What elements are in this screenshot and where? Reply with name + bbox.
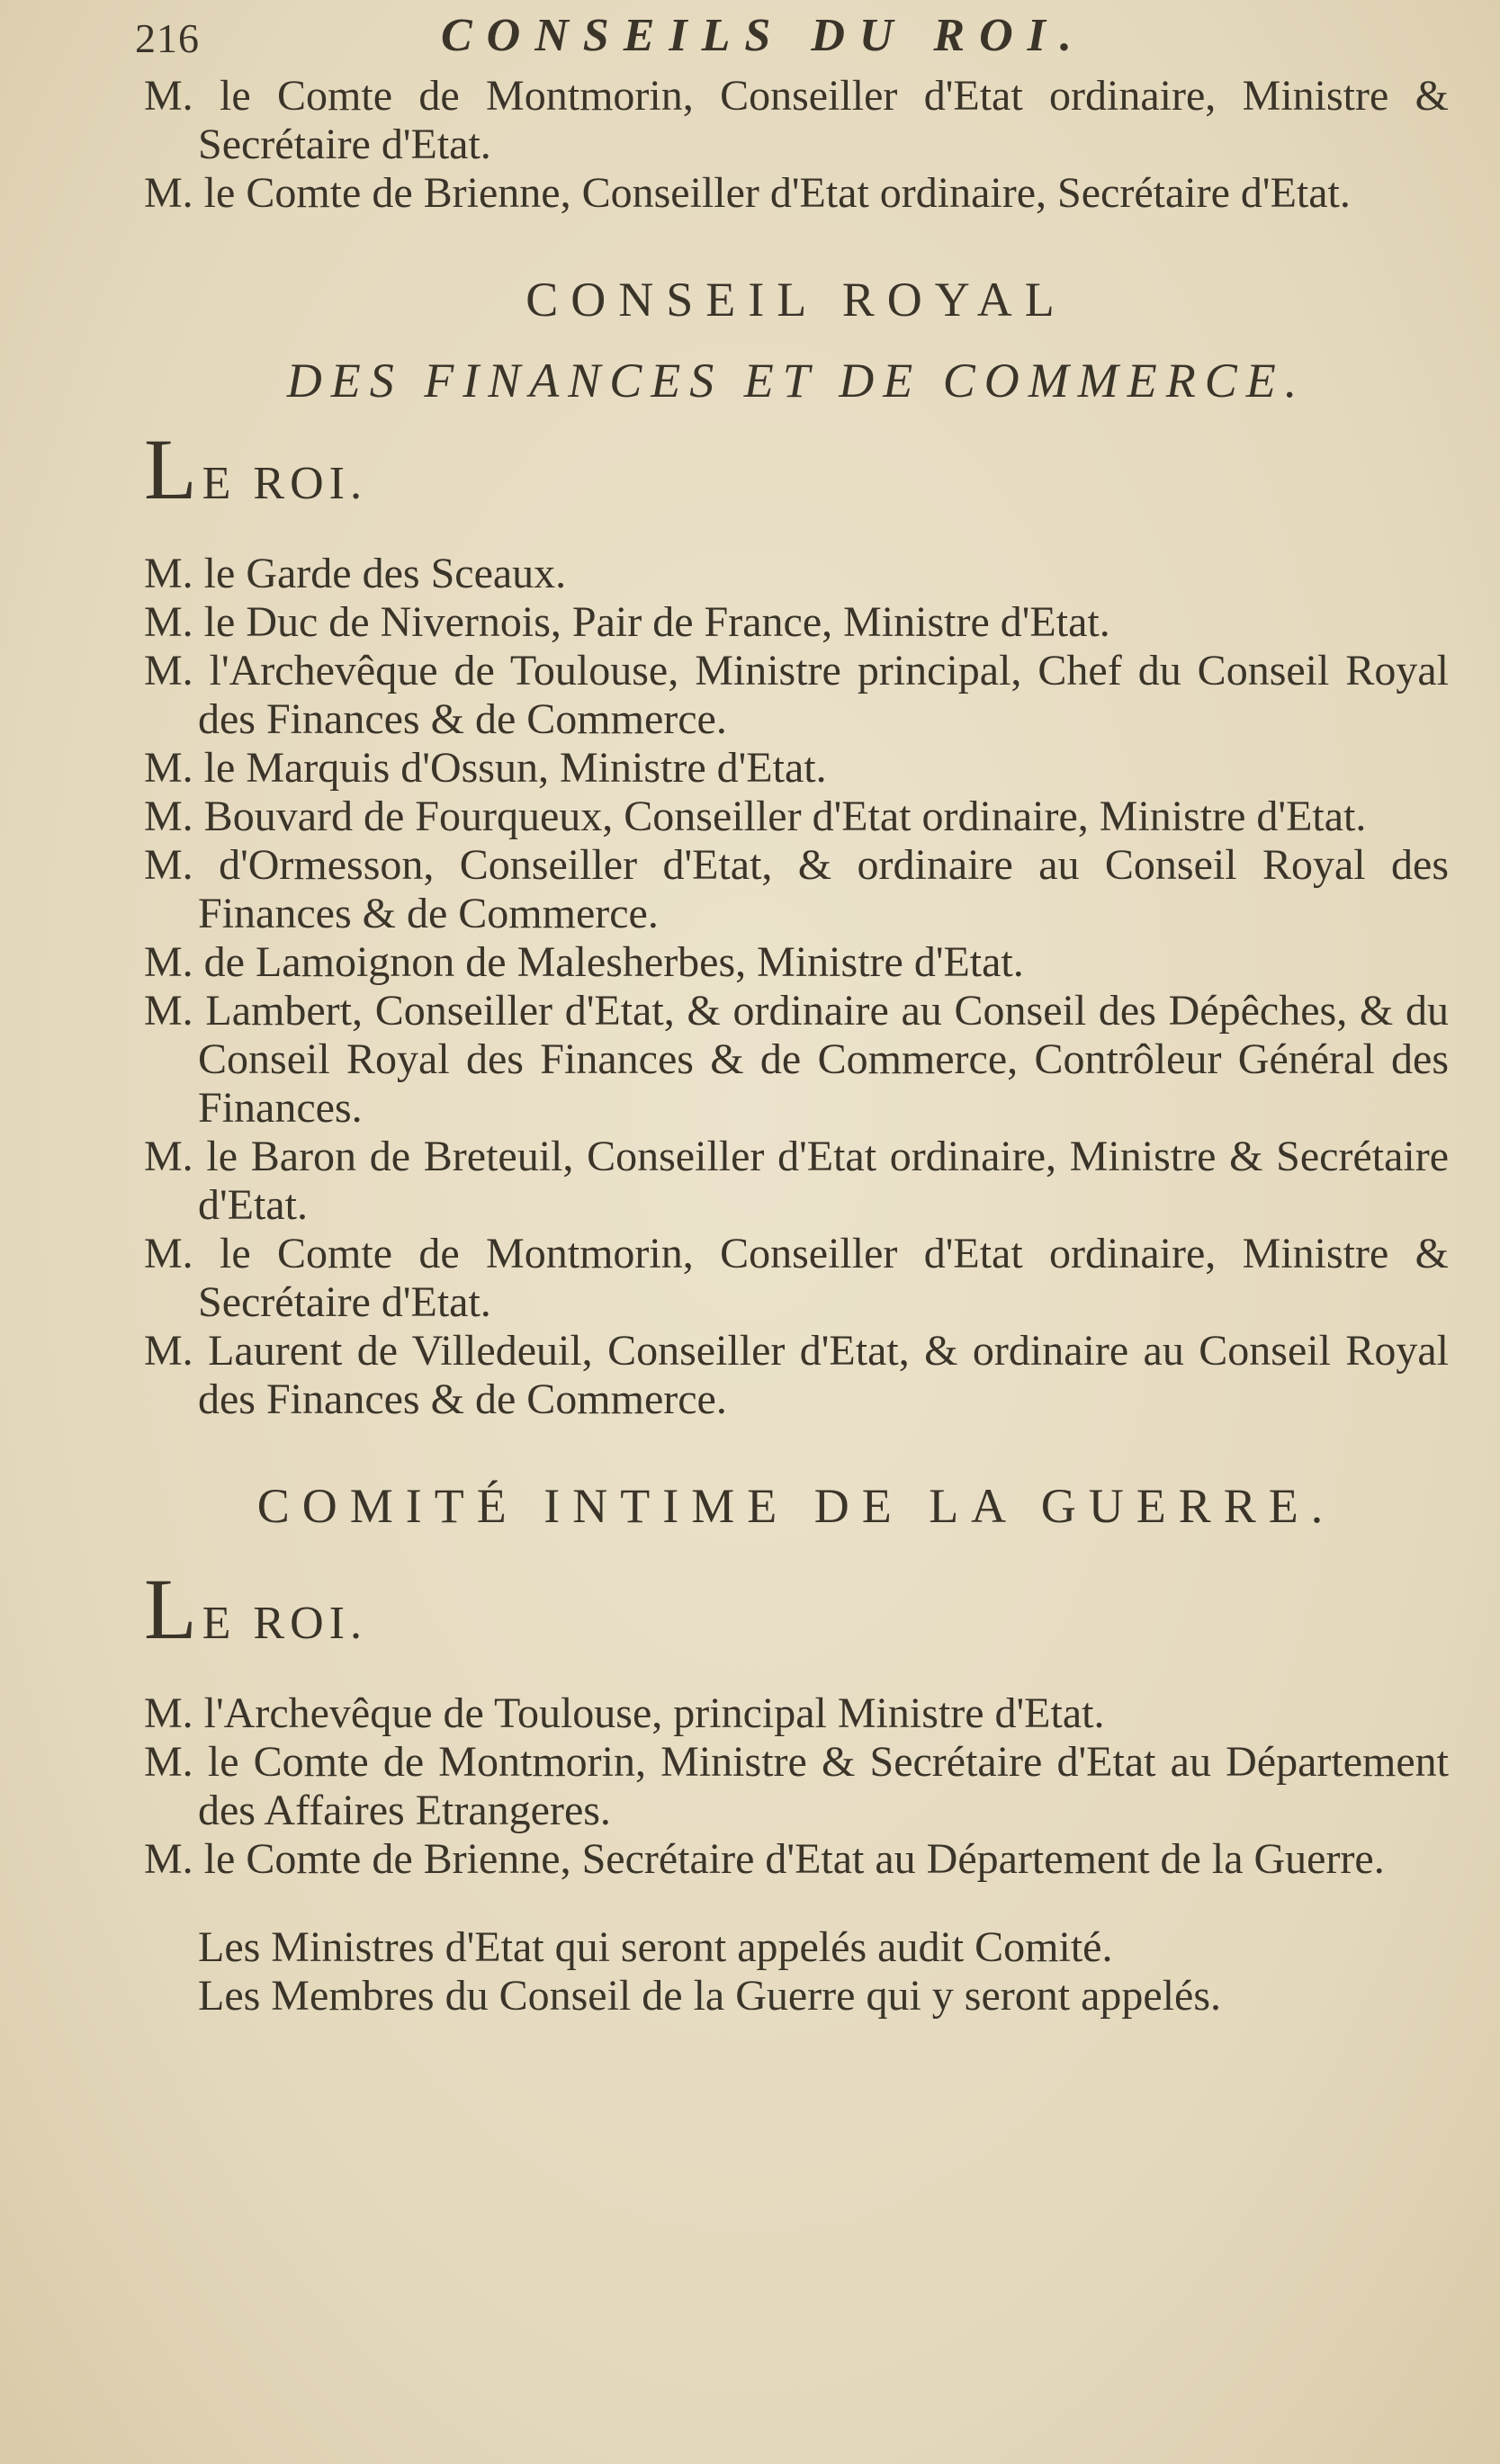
list-item: M. d'Ormesson, Conseiller d'Etat, & ordinaire au Conseil Royal des Finances & de Commerce. bbox=[144, 841, 1449, 937]
running-title: CONSEILS DU ROI. bbox=[441, 10, 1086, 61]
le-roi-initial: L bbox=[144, 421, 202, 517]
running-head bbox=[135, 9, 1197, 72]
section-title-comite: COMITÉ INTIME DE LA GUERRE. bbox=[256, 1479, 1336, 1533]
list-item: M. l'Archevêque de Toulouse, principal Ministre d'Etat. bbox=[144, 1689, 1105, 1737]
list-item: M. Laurent de Villedeuil, Conseiller d'Etat, & ordinaire au Conseil Royal des Finances & de Commerce. bbox=[144, 1327, 1449, 1423]
note-membres: Les Membres du Conseil de la Guerre qui y seront appelés. bbox=[198, 1972, 1222, 2020]
list-item: M. le Marquis d'Ossun, Ministre d'Etat. bbox=[144, 744, 827, 792]
section-subtitle-finances: DES FINANCES ET DE COMMERCE. bbox=[286, 354, 1307, 408]
le-roi-heading-comite bbox=[144, 1561, 1449, 1657]
entry-brienne-top: M. le Comte de Brienne, Conseiller d'Etat ordinaire, Secrétaire d'Etat. bbox=[144, 169, 1351, 217]
le-roi-text: E ROI. bbox=[202, 458, 367, 509]
list-item: M. Bouvard de Fourqueux, Conseiller d'Etat ordinaire, Ministre d'Etat. bbox=[144, 793, 1367, 840]
list-item: M. le Duc de Nivernois, Pair de France, Ministre d'Etat. bbox=[144, 598, 1110, 646]
list-item: M. le Comte de Montmorin, Ministre & Secrétaire d'Etat au Département des Affaires Etrangeres. bbox=[144, 1738, 1449, 1834]
list-item: M. le Baron de Breteuil, Conseiller d'Etat ordinaire, Ministre & Secrétaire d'Etat. bbox=[144, 1133, 1449, 1229]
list-item: M. le Garde des Sceaux. bbox=[144, 550, 567, 597]
note-ministres: Les Ministres d'Etat qui seront appelés audit Comité. bbox=[198, 1923, 1113, 1971]
list-item: M. le Comte de Montmorin, Conseiller d'Etat ordinaire, Ministre & Secrétaire d'Etat. bbox=[144, 1230, 1449, 1326]
list-item: M. le Comte de Brienne, Secrétaire d'Etat au Département de la Guerre. bbox=[144, 1835, 1385, 1883]
list-item: M. l'Archevêque de Toulouse, Ministre principal, Chef du Conseil Royal des Finances & de Commerce. bbox=[144, 647, 1449, 743]
list-item: M. de Lamoignon de Malesherbes, Ministre d'Etat. bbox=[144, 938, 1024, 986]
section-title-conseil-royal: CONSEIL ROYAL bbox=[525, 273, 1067, 327]
le-roi-text: E ROI. bbox=[202, 1598, 367, 1649]
le-roi-initial: L bbox=[144, 1561, 202, 1657]
page-body bbox=[144, 72, 1449, 2020]
le-roi-heading bbox=[144, 421, 1449, 517]
entry-montmorin-top: M. le Comte de Montmorin, Conseiller d'Etat ordinaire, Ministre & Secrétaire d'Etat. bbox=[144, 72, 1449, 168]
list-item: M. Lambert, Conseiller d'Etat, & ordinaire au Conseil des Dépêches, & du Conseil Royal des Finances & de Commerce, Contrôleur Général des Finances. bbox=[144, 987, 1449, 1132]
page-number: 216 bbox=[135, 15, 200, 61]
